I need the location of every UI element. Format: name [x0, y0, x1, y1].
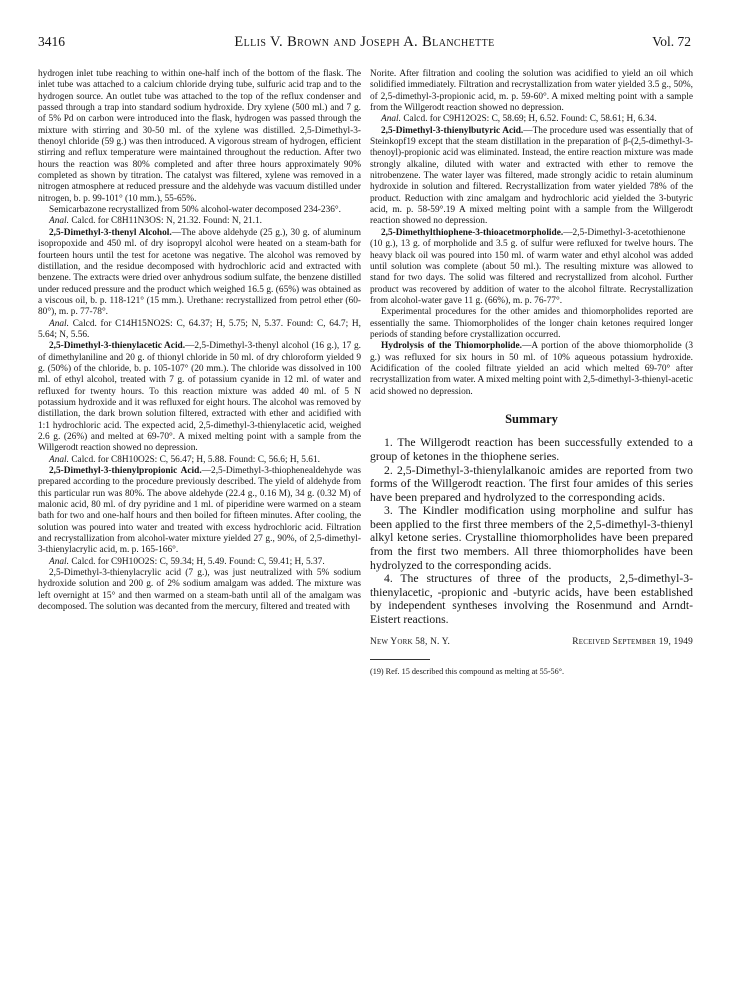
anal-label: Anal. [381, 114, 401, 125]
analysis-paragraph [370, 114, 693, 125]
analysis-text: Calcd. for C9H12O2S: C, 58.69; H, 6.52. Found: C, 58.61; H, 6.34. [403, 114, 657, 125]
volume-label: Vol. 72 [652, 34, 691, 49]
section-heading: 2,5-Dimethyl-3-thenyl Alcohol. [49, 227, 172, 238]
summary-section [370, 436, 693, 626]
summary-item: 1. The Willgerodt reaction has been successfully extended to a group of ketones in the thiophene series. [370, 436, 693, 463]
summary-item: 4. The structures of three of the products, 2,5-dimethyl-3-thienylacetic, -propionic and -butyric acids, have been established by independent syntheses involving the Rosenmund and Arndt-Eistert reactions. [370, 572, 693, 627]
signature-line [370, 637, 693, 648]
analysis-text: Calcd. for C8H11N3OS: N, 21.32. Found: N, 21.1. [71, 216, 263, 227]
running-header [38, 34, 691, 54]
analysis-paragraph [38, 455, 361, 466]
section-paragraph [38, 466, 361, 557]
right-column [370, 69, 693, 677]
summary-item: 2. 2,5-Dimethyl-3-thienylalkanoic amides are reported from two forms of the Willgerodt reaction. The first four amides of this series have been prepared and hydrolyzed to the corresponding acids. [370, 463, 693, 504]
footnote-divider [370, 659, 430, 660]
received-date: Received September 19, 1949 [572, 636, 693, 647]
paragraph: hydrogen inlet tube reaching to within one-half inch of the bottom of the flask. The inlet tube was attached to a calcium chloride drying tube, sulfuric acid trap and to the hydrogen source. An outlet tube was attached to the top of the reflux condenser and passed through a trap into standard sodium hydroxide. Dry xylene (500 ml.) and 7 g. of 5% Pd on carbon were introduced into the flask, hydrogen was passed through the mixture with stirring and 30-50 ml. of the xylene was distilled. 2,5-Dimethyl-3-thenoyl chloride (59 g.) was then introduced. A vigorous stream of hydrogen, efficient stirring and reflux temperature were maintained throughout the reduction. After two hours the reaction was 80% completed and after three hours approximately 90% completed as shown by titration. The catalyst was filtered, xylene was removed in a nitrogen atmosphere at reduced pressure and the aldehyde was vacuum distilled under nitrogen, b. p. 99-101° (10 mm.), 55-65%. [38, 69, 361, 204]
page-number: 3416 [38, 34, 65, 49]
anal-label: Anal. [49, 556, 69, 567]
section-paragraph [38, 228, 361, 319]
summary-item: 3. The Kindler modification using morpholine and sulfur has been applied to the first three members of the 2,5-dimethyl-3-thienyl alkyl ketone series. Crystalline thiomorpholides have been prepared from the first two members. All three thiomorpholides have been hydrolyzed to the corresponding acids. [370, 504, 693, 572]
summary-heading: Summary [505, 411, 558, 426]
analysis-paragraph [38, 557, 361, 568]
analysis-text: Calcd. for C9H10O2S: C, 59.34; H, 5.49. Found: C, 59.41; H, 5.37. [71, 556, 325, 567]
section-heading: 2,5-Dimethyl-3-thienylpropionic Acid. [49, 466, 202, 477]
paragraph: Norite. After filtration and cooling the solution was acidified to yield an oil which solidified immediately. Filtration and recrystallization from water yielded 3.5 g., 50%, of 2,5-dimethyl-3-propionic acid, m. p. 59-60°. A mixed melting point with a sample from the Willgerodt reaction showed no depression. [370, 69, 693, 114]
section-paragraph [370, 228, 693, 307]
section-heading: Hydrolysis of the Thiomorpholide. [381, 341, 522, 352]
analysis-paragraph [38, 319, 361, 342]
section-text: —2,5-Dimethyl-3-thiophenealdehyde was prepared according to the procedure previously described. The yield of aldehyde from this particular run was 80%. The above aldehyde (22.4 g., 0.16 M), 34 g. (0.32 M) of malonic acid, 80 ml. of dry pyridine and 1 ml. of piperidine were warmed on a steam bath for two and one-half hours and then boiled for fifteen minutes. After cooling, the solution was poured into water and treated with excess hydrochloric acid. Filtration and recrystallization from alcohol-water mixture yielded 27 g., 90%, of 2,5-dimethyl-3-thienylacrylic acid, m. p. 165-166°. [38, 466, 361, 556]
section-heading: 2,5-Dimethylthiophene-3-thioacetmorpholide. [381, 227, 564, 238]
anal-label: Anal. [49, 318, 69, 329]
section-paragraph [38, 341, 361, 454]
section-heading: 2,5-Dimethyl-3-thienylbutyric Acid. [381, 125, 524, 136]
section-paragraph [370, 126, 693, 228]
location: New York 58, N. Y. [370, 636, 451, 647]
paragraph: Experimental procedures for the other amides and thiomorpholides reported are essentially the same. Thiomorpholides of the longer chain ketones required longer periods of standing before crystallization occurred. [370, 307, 693, 340]
analysis-text: Calcd. for C14H15NO2S: C, 64.37; H, 5.75; N, 5.37. Found: C, 64.7; H, 5.64; N, 5.56. [38, 318, 361, 340]
left-column [38, 69, 361, 614]
section-text: —The above aldehyde (25 g.), 30 g. of aluminum isopropoxide and 450 ml. of dry isopropyl alcohol were heated on a steam-bath for fourteen hours until the test for acetone was negative. The alcohol was removed by distillation, and the residue decomposed with hydrochloric acid and extracted with benzene. The extracts were dried over anhydrous sodium sulfate, the benzene distilled under reduced pressure and the product which weighed 16.5 g. (65%) was obtained as a viscous oil, b. p. 118-121° (15 mm.). Urethane: recrystallized from petrol ether (60-80°), m. p. 77-78°. [38, 227, 361, 318]
anal-label: Anal. [49, 454, 69, 465]
section-text: —A portion of the above thiomorpholide (3 g.) was refluxed for six hours in 50 ml. of 10% aqueous potassium hydroxide. Acidification of the cooled filtrate yielded an acid which melted 69-70° after recrystallization from water. A mixed melting point with 2,5-dimethyl-3-thienyl-acetic acid showed no depression. [370, 341, 693, 397]
section-heading: 2,5-Dimethyl-3-thienylacetic Acid. [49, 341, 186, 352]
section-paragraph [370, 341, 693, 398]
anal-label: Anal. [49, 216, 69, 227]
section-text: —The procedure used was essentially that of Steinkopf19 except that the steam distillation in the preparation of β-(2,5-dimethyl-3-thenoyl)-propionic acid was eliminated. Instead, the entire reaction mixture was made strongly alkaline, diluted with water and extracted with ether to remove the nitrobenzene. The water layer was filtered, made strongly acidic to retain aluminum hydroxide in solution and filtered. Recrystallization from water yielded 78% of the product. Reduction with zinc amalgam and hydrochloric acid yielded the 3-butyric acid, m. p. 58-59°.19 A mixed melting point with a sample from the Willgerodt reaction showed no depression. [370, 125, 693, 227]
section-text: —2,5-Dimethyl-3-acetothienone (10 g.), 13 g. of morpholide and 3.5 g. of sulfur were refluxed for twelve hours. The heavy black oil was poured into 150 ml. of warm water and ethyl alcohol was added until solution was complete (about 50 ml.). The resulting mixture was allowed to stand for two days. The solid was filtered and recrystallized from alcohol. Further product was recovered by addition of water to the alcohol filtrate. Recrystallization from alcohol-water gave 11 g. (66%), m. p. 76-77°. [370, 227, 693, 306]
analysis-text: Calcd. for C8H10O2S: C, 56.47; H, 5.88. Found: C, 56.6; H, 5.61. [71, 454, 320, 465]
analysis-paragraph [38, 216, 361, 227]
running-title: Ellis V. Brown and Joseph A. Blanchette [234, 34, 495, 50]
paragraph: 2,5-Dimethyl-3-thienylacrylic acid (7 g.), was just neutralized with 5% sodium hydroxide solution and 200 g. of 2% sodium amalgam was added. The mixture was left overnight at 15° and then warmed on a steam-bath until all of the amalgam was decomposed. The solution was decanted from the mercury, filtered and treated with [38, 568, 361, 613]
footnote: (19) Ref. 15 described this compound as melting at 55-56°. [370, 666, 565, 676]
section-text: —2,5-Dimethyl-3-thenyl alcohol (16 g.), 17 g. of dimethylaniline and 20 g. of thionyl chloride in 50 ml. of dry chloroform yielded 9 g. (50%) of the chloride, b. p. 105-107° (20 mm.). The chloride was dissolved in 100 ml. of ethyl alcohol, treated with 7 g. of potassium cyanide in 12 ml. of water and refluxed for twenty hours. To this reaction mixture was added 40 ml. of 5 N potassium hydroxide and it was refluxed for eight hours. The alcohol was removed by distillation, the dark brown solution filtered, extracted with ether and acidified with 1:1 hydrochloric acid. The expected acid, 2,5-dimethyl-3-thienylacetic acid, weighed 2.6 g. (26%) and melted at 69-70°. A mixed melting point with a sample from the Willgerodt reaction showed no depression. [38, 341, 361, 454]
paragraph: Semicarbazone recrystallized from 50% alcohol-water decomposed 234-236°. [49, 205, 341, 216]
